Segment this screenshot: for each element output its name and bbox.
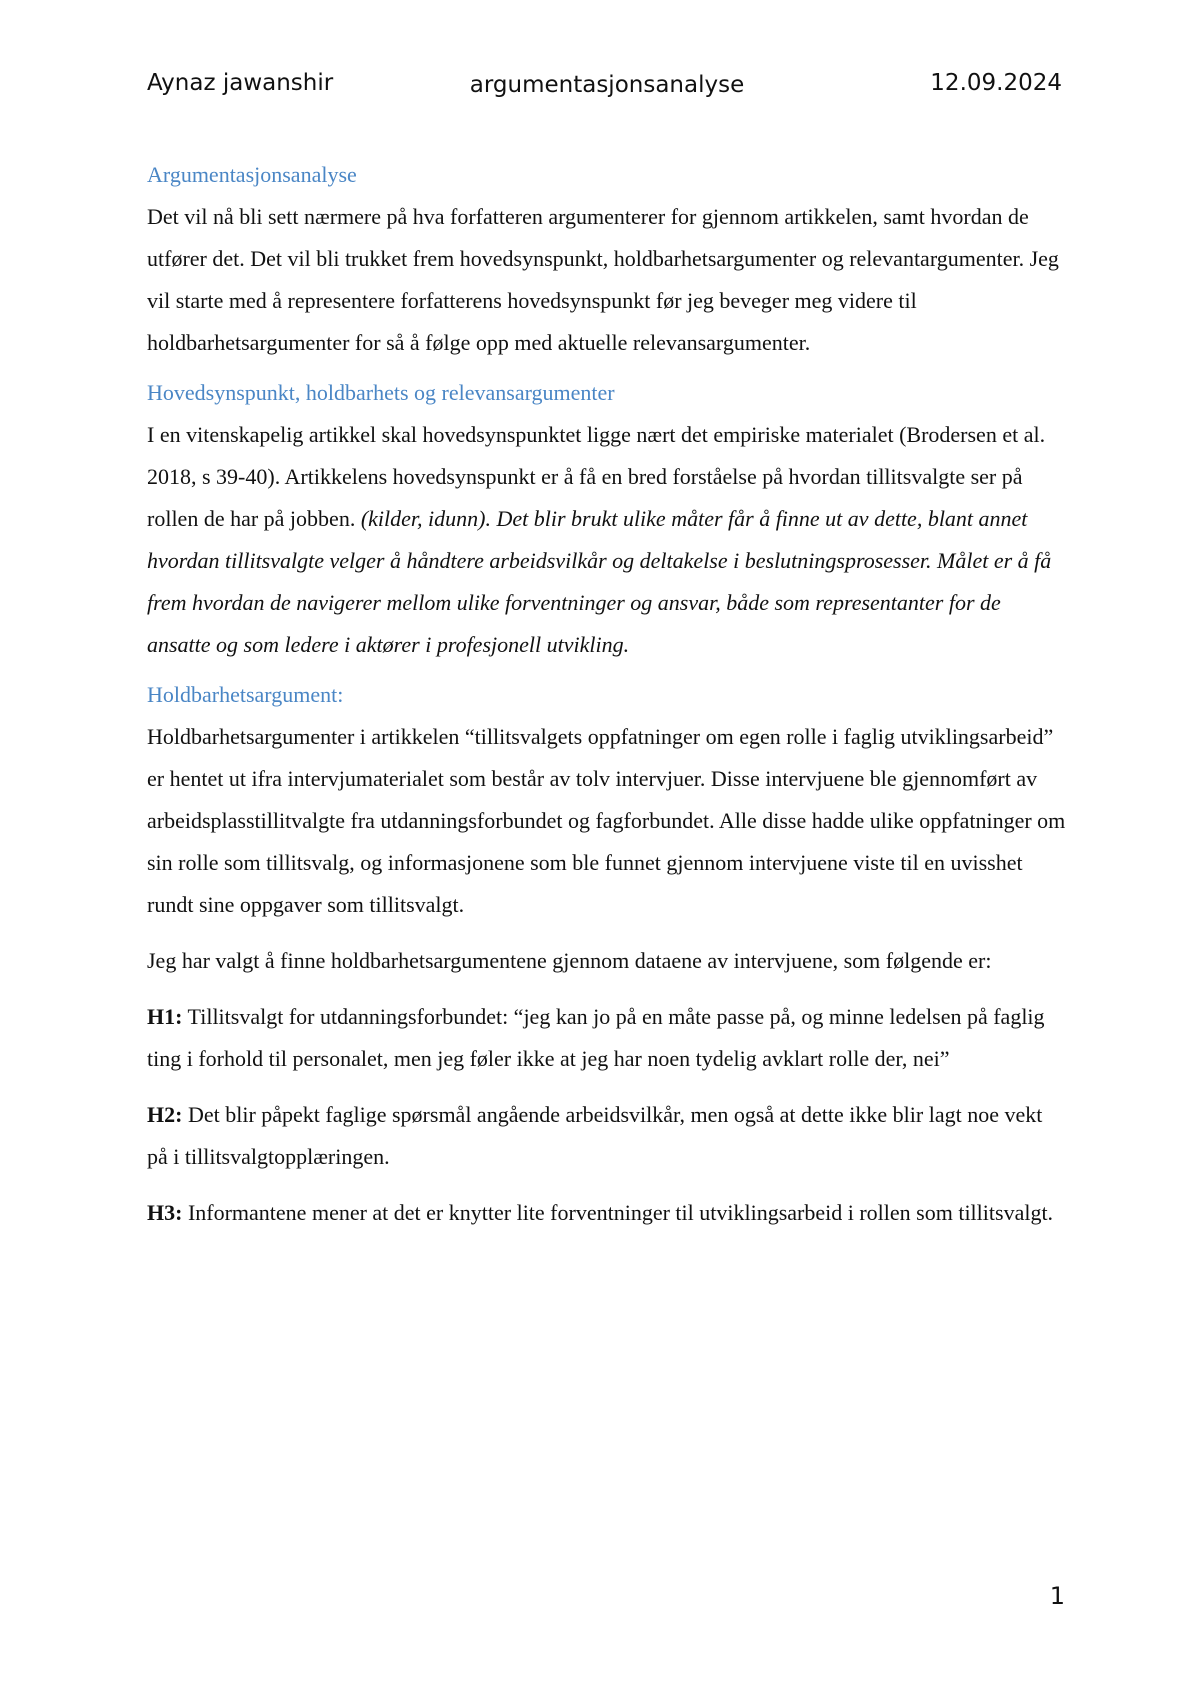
section-heading: Hovedsynspunkt, holdbarhets og relevansargumenter [147,380,615,405]
page-header [147,70,1062,130]
argument-text: Tillitsvalgt for utdanningsforbundet: “jeg kan jo på en måte passe på, og minne ledelsen på faglig ting i forhold til personalet, men jeg føler ikke at jeg har noen tydelig avklart rolle der, nei” [147,1004,1045,1071]
header-author: Aynaz jawanshir [147,70,334,96]
argument-label: H3: [147,1200,183,1225]
argument-text: Det blir påpekt faglige spørsmål angående arbeidsvilkår, men også at dette ikke blir lagt noe vekt på i tillitsvalgtopplæringen. [147,1102,1043,1169]
section-heading: Holdbarhetsargument: [147,682,344,707]
argument-h1 [147,996,1067,1080]
argument-label: H2: [147,1102,183,1127]
argument-text: Informantene mener at det er knytter lite forventninger til utviklingsarbeid i rollen som tillitsvalgt. [182,1200,1054,1225]
paragraph [147,414,1067,666]
section-heading: Argumentasjonsanalyse [147,162,357,187]
document-body [147,160,1067,1248]
header-title: argumentasjonsanalyse [469,72,745,98]
paragraph: Jeg har valgt å finne holdbarhetsargumentene gjennom dataene av intervjuene, som følgende er: [147,948,992,973]
section-hovedsynspunkt [147,378,1067,666]
argument-label: H1: [147,1004,183,1029]
paragraph-text: I en vitenskapelig artikkel skal hovedsynspunktet ligge nært det empiriske materialet (Brodersen et al. 2018, s 39-40). Artikkelens hovedsynspunkt er å få en bred forståelse på hvordan tillitsvalgte ser på rollen de har på jobben. [147,422,1046,531]
argument-h3 [147,1192,1067,1234]
argument-h2 [147,1094,1067,1178]
paragraph-italic-text: (kilder, idunn). Det blir brukt ulike måter får å finne ut av dette, blant annet hvordan tillitsvalgte velger å håndtere arbeidsvilkår og deltakelse i beslutningsprosesser. Målet er å få frem hvordan de navigerer mellom ulike forventninger og ansvar, både som representanter for de ansatte og som ledere i aktører i profesjonell utvikling. [147,506,1052,657]
section-argumentasjonsanalyse [147,160,1067,364]
paragraph: Det vil nå bli sett nærmere på hva forfatteren argumenterer for gjennom artikkelen, samt hvordan de utfører det. Det vil bli trukket frem hovedsynspunkt, holdbarhetsargumenter og relevantargumenter. Jeg vil starte med å representere forfatterens hovedsynspunkt før jeg beveger meg videre til holdbarhetsargumenter for så å følge opp med aktuelle relevansargumenter. [147,204,1059,355]
page-number: 1 [1049,1582,1065,1610]
section-holdbarhetsargument [147,680,1067,1234]
header-date: 12.09.2024 [930,70,1062,96]
paragraph: Holdbarhetsargumenter i artikkelen “tillitsvalgets oppfatninger om egen rolle i faglig utviklingsarbeid” er hentet ut ifra intervjumaterialet som består av tolv intervjuer. Disse intervjuene ble gjennomført av arbeidsplasstillitvalgte fra utdanningsforbundet og fagforbundet. Alle disse hadde ulike oppfatninger om sin rolle som tillitsvalg, og informasjonene som ble funnet gjennom intervjuene viste til en uvisshet rundt sine oppgaver som tillitsvalgt. [147,724,1066,917]
